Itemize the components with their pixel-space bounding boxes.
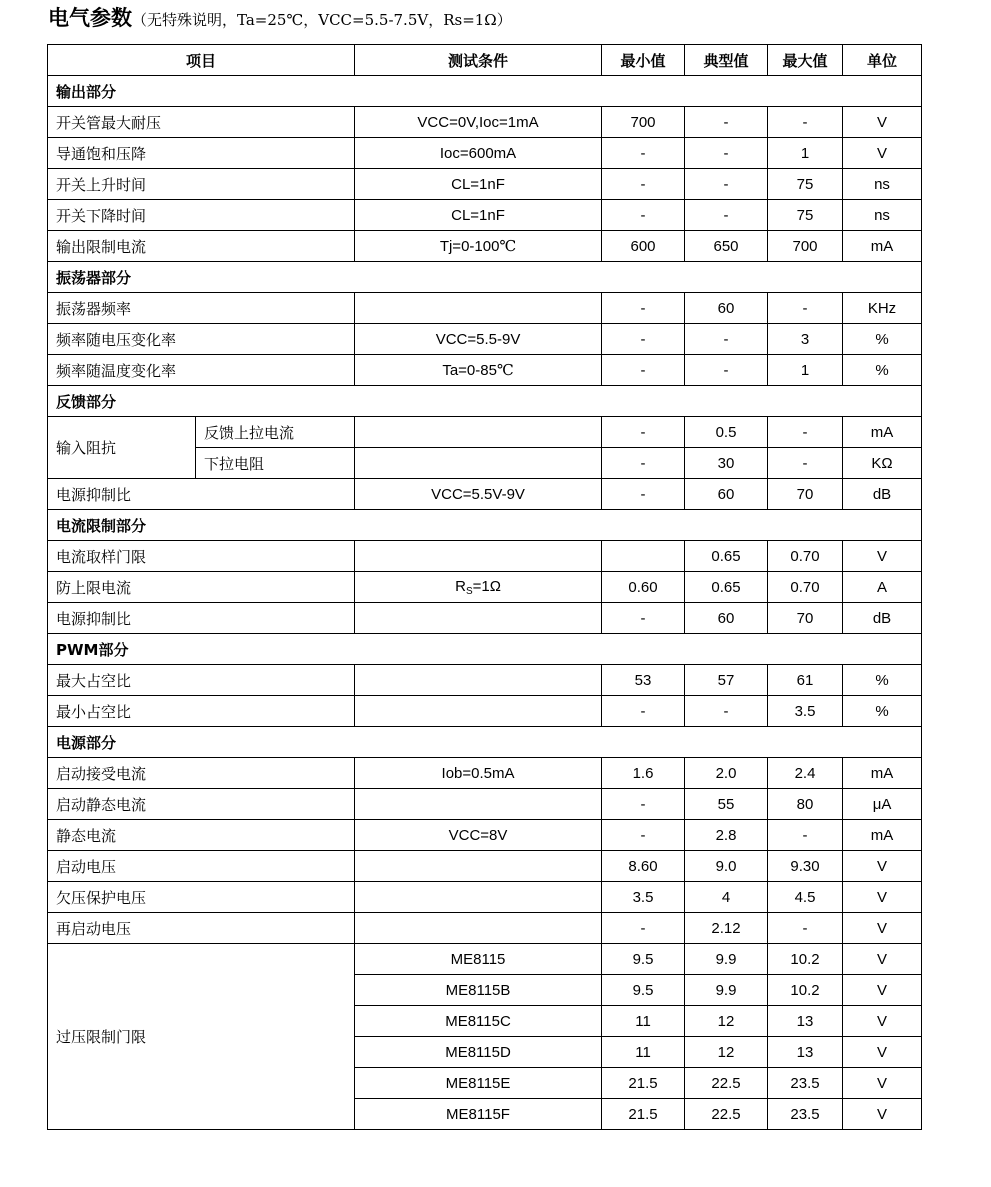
row-item: 启动接受电流 xyxy=(48,758,355,789)
header-min: 最小值 xyxy=(602,45,685,76)
row-typ: 9.9 xyxy=(685,975,768,1006)
section-row xyxy=(48,510,922,541)
table-row xyxy=(48,789,922,820)
table-row xyxy=(48,696,922,727)
table-row xyxy=(48,603,922,634)
condition-text: Ta=0-85 xyxy=(442,362,497,379)
row-unit: dB xyxy=(843,603,922,634)
row-min: 700 xyxy=(602,107,685,138)
section-row xyxy=(48,262,922,293)
row-max: 75 xyxy=(768,200,843,231)
row-unit: mA xyxy=(843,820,922,851)
row-min: 11 xyxy=(602,1006,685,1037)
row-typ: - xyxy=(685,138,768,169)
header-item: 项目 xyxy=(48,45,355,76)
row-condition: ME8115F xyxy=(355,1099,602,1130)
row-item: 开关管最大耐压 xyxy=(48,107,355,138)
row-item: 输出限制电流 xyxy=(48,231,355,262)
table-row xyxy=(48,417,922,448)
row-max: 0.70 xyxy=(768,572,843,603)
row-typ: - xyxy=(685,107,768,138)
row-typ: 9.0 xyxy=(685,851,768,882)
row-typ: 2.12 xyxy=(685,913,768,944)
row-min: 1.6 xyxy=(602,758,685,789)
electrical-parameters-table xyxy=(47,44,922,1130)
row-typ: 0.65 xyxy=(685,572,768,603)
row-min: 0.60 xyxy=(602,572,685,603)
row-min: 21.5 xyxy=(602,1068,685,1099)
row-unit: ns xyxy=(843,200,922,231)
row-typ: 60 xyxy=(685,603,768,634)
row-unit: % xyxy=(843,665,922,696)
row-min: 8.60 xyxy=(602,851,685,882)
row-item: 频率随温度变化率 xyxy=(48,355,355,386)
row-item: 欠压保护电压 xyxy=(48,882,355,913)
header-unit: 单位 xyxy=(843,45,922,76)
row-max: - xyxy=(768,417,843,448)
header-typ: 典型值 xyxy=(685,45,768,76)
row-unit: V xyxy=(843,107,922,138)
celsius-symbol: ℃ xyxy=(496,361,514,379)
row-typ: - xyxy=(685,169,768,200)
row-max: 3 xyxy=(768,324,843,355)
row-min: - xyxy=(602,696,685,727)
row-max: 1 xyxy=(768,138,843,169)
row-min: 9.5 xyxy=(602,944,685,975)
row-condition xyxy=(355,851,602,882)
row-max: - xyxy=(768,448,843,479)
row-subitem: 反馈上拉电流 xyxy=(196,417,355,448)
row-item: 最小占空比 xyxy=(48,696,355,727)
row-typ: 0.5 xyxy=(685,417,768,448)
table-row xyxy=(48,138,922,169)
row-unit: KHz xyxy=(843,293,922,324)
section-row xyxy=(48,386,922,417)
row-typ: 22.5 xyxy=(685,1099,768,1130)
row-item: 防上限电流 xyxy=(48,572,355,603)
row-max: 75 xyxy=(768,169,843,200)
row-typ: 12 xyxy=(685,1037,768,1068)
row-unit: V xyxy=(843,1068,922,1099)
row-condition xyxy=(355,448,602,479)
header-row xyxy=(48,45,922,76)
row-condition: VCC=0V,Ioc=1mA xyxy=(355,107,602,138)
row-min: 9.5 xyxy=(602,975,685,1006)
row-item: 电流取样门限 xyxy=(48,541,355,572)
row-unit: ns xyxy=(843,169,922,200)
section-title-output: 输出部分 xyxy=(48,76,922,107)
row-max: 10.2 xyxy=(768,944,843,975)
row-min: - xyxy=(602,479,685,510)
row-max: 1 xyxy=(768,355,843,386)
row-min: - xyxy=(602,355,685,386)
row-min: - xyxy=(602,913,685,944)
row-min: - xyxy=(602,820,685,851)
table-row xyxy=(48,200,922,231)
row-unit: mA xyxy=(843,758,922,789)
row-item: 电源抑制比 xyxy=(48,479,355,510)
row-max: 2.4 xyxy=(768,758,843,789)
row-typ: 4 xyxy=(685,882,768,913)
row-typ: 22.5 xyxy=(685,1068,768,1099)
table-row xyxy=(48,479,922,510)
row-item-ovp-threshold: 过压限制门限 xyxy=(48,944,355,1130)
row-unit: V xyxy=(843,1006,922,1037)
row-unit: V xyxy=(843,975,922,1006)
row-condition xyxy=(355,572,602,603)
row-unit: A xyxy=(843,572,922,603)
row-unit: KΩ xyxy=(843,448,922,479)
row-condition xyxy=(355,231,602,262)
table-row xyxy=(48,913,922,944)
row-typ: 30 xyxy=(685,448,768,479)
row-max: 13 xyxy=(768,1037,843,1068)
condition-subscript: S xyxy=(465,585,473,597)
condition-value: =1Ω xyxy=(472,577,501,595)
row-item: 开关上升时间 xyxy=(48,169,355,200)
row-condition xyxy=(355,355,602,386)
row-max: 23.5 xyxy=(768,1099,843,1130)
heading-note-open: （无特殊说明， xyxy=(132,11,238,29)
row-min: - xyxy=(602,603,685,634)
row-unit: μA xyxy=(843,789,922,820)
row-condition: ME8115E xyxy=(355,1068,602,1099)
row-max: 3.5 xyxy=(768,696,843,727)
row-max: 0.70 xyxy=(768,541,843,572)
header-condition: 测试条件 xyxy=(355,45,602,76)
row-max: - xyxy=(768,913,843,944)
row-unit: mA xyxy=(843,417,922,448)
row-unit: V xyxy=(843,1037,922,1068)
row-condition xyxy=(355,696,602,727)
heading-note-close: ） xyxy=(496,11,512,29)
row-max: - xyxy=(768,107,843,138)
row-typ: 2.0 xyxy=(685,758,768,789)
row-max: 80 xyxy=(768,789,843,820)
section-title-power: 电源部分 xyxy=(48,727,922,758)
row-min: - xyxy=(602,200,685,231)
row-typ: 57 xyxy=(685,665,768,696)
row-item-input-impedance: 输入阻抗 xyxy=(48,417,196,479)
table-row xyxy=(48,107,922,138)
row-max: 9.30 xyxy=(768,851,843,882)
row-min: 21.5 xyxy=(602,1099,685,1130)
table-row xyxy=(48,665,922,696)
row-typ: 12 xyxy=(685,1006,768,1037)
row-typ: - xyxy=(685,324,768,355)
section-title-pwm: PWM部分 xyxy=(48,634,922,665)
row-max: 10.2 xyxy=(768,975,843,1006)
row-min: 3.5 xyxy=(602,882,685,913)
section-title-feedback: 反馈部分 xyxy=(48,386,922,417)
row-unit: % xyxy=(843,355,922,386)
table-row xyxy=(48,169,922,200)
row-item: 再启动电压 xyxy=(48,913,355,944)
row-min: 11 xyxy=(602,1037,685,1068)
row-min: - xyxy=(602,789,685,820)
section-row xyxy=(48,634,922,665)
section-title-oscillator: 振荡器部分 xyxy=(48,262,922,293)
row-typ: 55 xyxy=(685,789,768,820)
row-max: - xyxy=(768,820,843,851)
row-item: 频率随电压变化率 xyxy=(48,324,355,355)
celsius-symbol: ℃ xyxy=(499,237,517,255)
row-condition: ME8115C xyxy=(355,1006,602,1037)
row-typ: 60 xyxy=(685,479,768,510)
row-typ: 9.9 xyxy=(685,944,768,975)
table-row xyxy=(48,820,922,851)
row-unit: V xyxy=(843,1099,922,1130)
table-row xyxy=(48,293,922,324)
row-condition xyxy=(355,789,602,820)
row-typ: 2.8 xyxy=(685,820,768,851)
table-row xyxy=(48,882,922,913)
row-condition xyxy=(355,882,602,913)
section-row xyxy=(48,727,922,758)
table-row xyxy=(48,851,922,882)
condition-text: Tj=0-100 xyxy=(439,238,500,255)
row-unit: mA xyxy=(843,231,922,262)
row-item: 启动电压 xyxy=(48,851,355,882)
row-condition: VCC=5.5V-9V xyxy=(355,479,602,510)
row-unit: % xyxy=(843,324,922,355)
row-subitem: 下拉电阻 xyxy=(196,448,355,479)
row-typ: - xyxy=(685,200,768,231)
row-unit: V xyxy=(843,944,922,975)
row-min xyxy=(602,541,685,572)
row-condition xyxy=(355,417,602,448)
row-item: 最大占空比 xyxy=(48,665,355,696)
row-condition: VCC=5.5-9V xyxy=(355,324,602,355)
heading-title: 电气参数 xyxy=(48,6,132,30)
row-max: 61 xyxy=(768,665,843,696)
row-condition xyxy=(355,665,602,696)
row-condition xyxy=(355,293,602,324)
row-condition: Ioc=600mA xyxy=(355,138,602,169)
row-min: - xyxy=(602,417,685,448)
row-condition: ME8115B xyxy=(355,975,602,1006)
row-min: - xyxy=(602,293,685,324)
row-condition: CL=1nF xyxy=(355,169,602,200)
header-max: 最大值 xyxy=(768,45,843,76)
row-item: 静态电流 xyxy=(48,820,355,851)
row-unit: V xyxy=(843,541,922,572)
row-condition: ME8115 xyxy=(355,944,602,975)
table-row xyxy=(48,541,922,572)
table-row xyxy=(48,572,922,603)
row-condition xyxy=(355,541,602,572)
row-item: 开关下降时间 xyxy=(48,200,355,231)
table-row xyxy=(48,231,922,262)
table-row xyxy=(48,944,922,975)
row-max: 700 xyxy=(768,231,843,262)
row-max: - xyxy=(768,293,843,324)
row-max: 70 xyxy=(768,603,843,634)
row-item: 导通饱和压降 xyxy=(48,138,355,169)
row-unit: V xyxy=(843,882,922,913)
row-unit: dB xyxy=(843,479,922,510)
page-heading xyxy=(48,2,512,30)
row-typ: 650 xyxy=(685,231,768,262)
row-min: - xyxy=(602,324,685,355)
row-typ: 0.65 xyxy=(685,541,768,572)
row-item: 启动静态电流 xyxy=(48,789,355,820)
row-typ: - xyxy=(685,355,768,386)
row-condition: VCC=8V xyxy=(355,820,602,851)
row-item: 振荡器频率 xyxy=(48,293,355,324)
table-row xyxy=(48,758,922,789)
section-title-current-limit: 电流限制部分 xyxy=(48,510,922,541)
row-condition: Iob=0.5mA xyxy=(355,758,602,789)
row-unit: V xyxy=(843,138,922,169)
heading-note-conditions: Ta=25℃，VCC=5.5-7.5V，Rs=1Ω xyxy=(237,11,497,29)
row-item: 电源抑制比 xyxy=(48,603,355,634)
row-max: 4.5 xyxy=(768,882,843,913)
row-min: 600 xyxy=(602,231,685,262)
condition-symbol: R xyxy=(455,577,466,595)
row-max: 13 xyxy=(768,1006,843,1037)
row-condition xyxy=(355,603,602,634)
row-typ: - xyxy=(685,696,768,727)
row-min: - xyxy=(602,169,685,200)
row-condition xyxy=(355,913,602,944)
table-row xyxy=(48,355,922,386)
row-unit: % xyxy=(843,696,922,727)
row-min: - xyxy=(602,448,685,479)
row-typ: 60 xyxy=(685,293,768,324)
row-min: - xyxy=(602,138,685,169)
row-unit: V xyxy=(843,851,922,882)
row-condition: CL=1nF xyxy=(355,200,602,231)
row-max: 70 xyxy=(768,479,843,510)
row-min: 53 xyxy=(602,665,685,696)
section-row xyxy=(48,76,922,107)
table-row xyxy=(48,324,922,355)
row-unit: V xyxy=(843,913,922,944)
row-max: 23.5 xyxy=(768,1068,843,1099)
row-condition: ME8115D xyxy=(355,1037,602,1068)
